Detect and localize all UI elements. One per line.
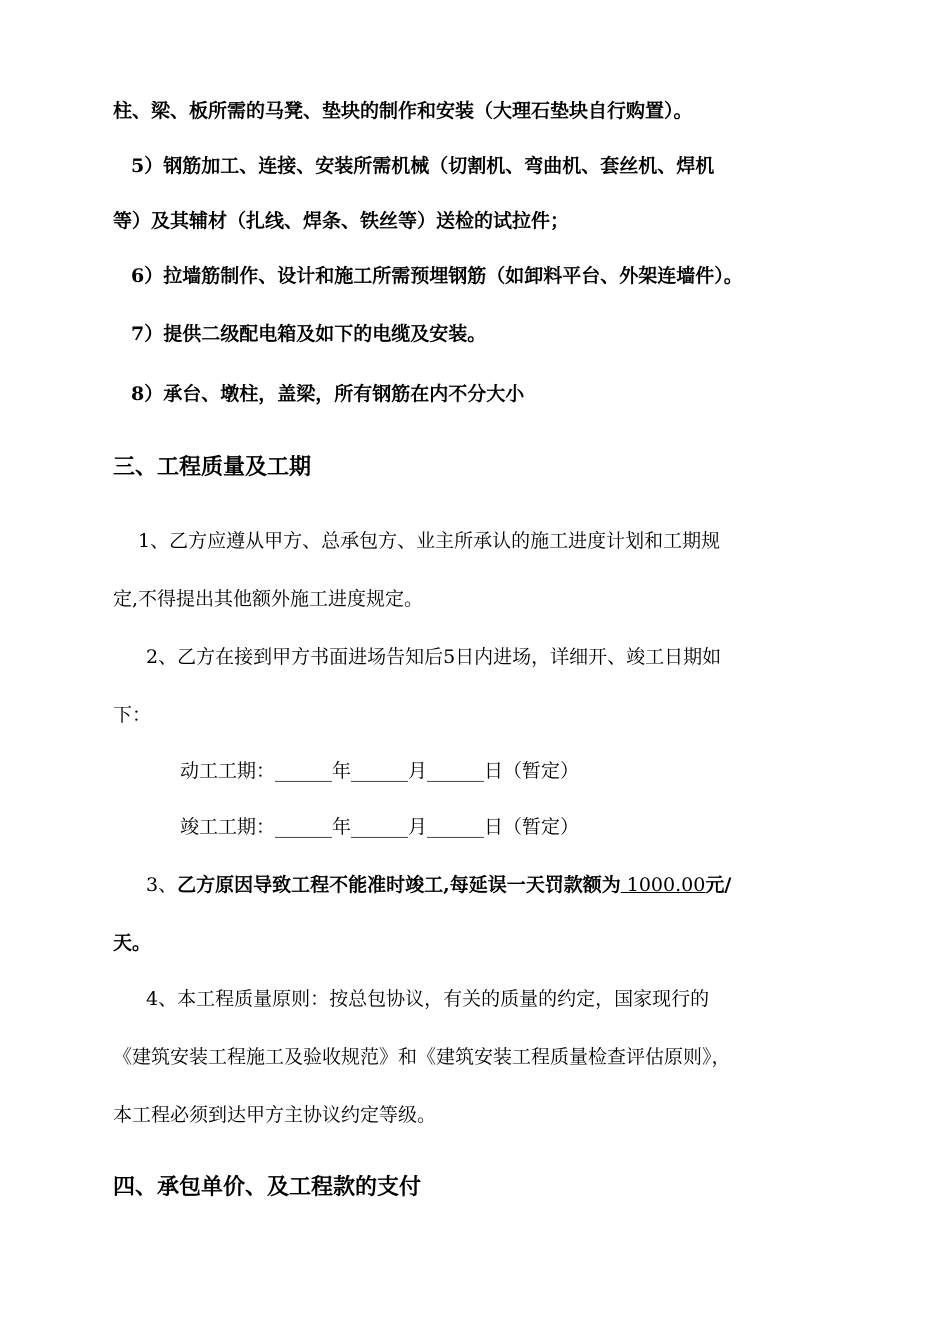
para-line: 下： (113, 704, 152, 726)
para-line: 本工程必须到达甲方主协议约定等级。 (113, 1104, 437, 1126)
para-line: 等）及其辅材（扎线、焊条、铁丝等）送检的试拉件； (113, 210, 570, 232)
para-line: 8）承台、墩柱，盖梁，所有钢筋在内不分大小 (131, 383, 525, 405)
start-date-line: 动工工期：______年______月______日（暂定） (180, 760, 580, 782)
penalty-line (146, 873, 731, 897)
para-line: 1、乙方应遵从甲方、总承包方、业主所承认的施工进度计划和工期规 (138, 530, 721, 552)
section-heading: 四、承包单价、及工程款的支付 (113, 1174, 422, 1200)
para-line: 天。 (113, 932, 152, 954)
para-line: 7）提供二级配电箱及如下的电缆及安装。 (131, 323, 487, 345)
penalty-number: 3、 (146, 874, 178, 896)
end-date-line: 竣工工期：______年______月______日（暂定） (180, 816, 580, 838)
para-line: 4、本工程质量原则：按总包协议，有关的质量的约定，国家现行的 (146, 988, 710, 1010)
para-line: 5）钢筋加工、连接、安装所需机械（切割机、弯曲机、套丝机、焊机 (131, 155, 715, 177)
para-line: 2、乙方在接到甲方书面进场告知后5日内进场，详细开、竣工日期如 (146, 646, 722, 668)
para-line: 《建筑安装工程施工及验收规范》和《建筑安装工程质量检查评估原则》， (113, 1046, 731, 1068)
para-line: 6）拉墙筋制作、设计和施工所需预埋钢筋（如卸料平台、外架连墙件）。 (131, 265, 743, 287)
penalty-unit: 元/ (705, 874, 732, 896)
penalty-text: 乙方原因导致工程不能准时竣工,每延误一天罚款额为 (177, 874, 621, 896)
section-heading: 三、工程质量及工期 (113, 454, 312, 480)
para-line: 定,不得提出其他额外施工进度规定。 (113, 588, 424, 610)
para-line: 柱、梁、板所需的马凳、垫块的制作和安装（大理石垫块自行购置）。 (113, 100, 693, 122)
penalty-amount: 1000.00 (620, 874, 706, 896)
